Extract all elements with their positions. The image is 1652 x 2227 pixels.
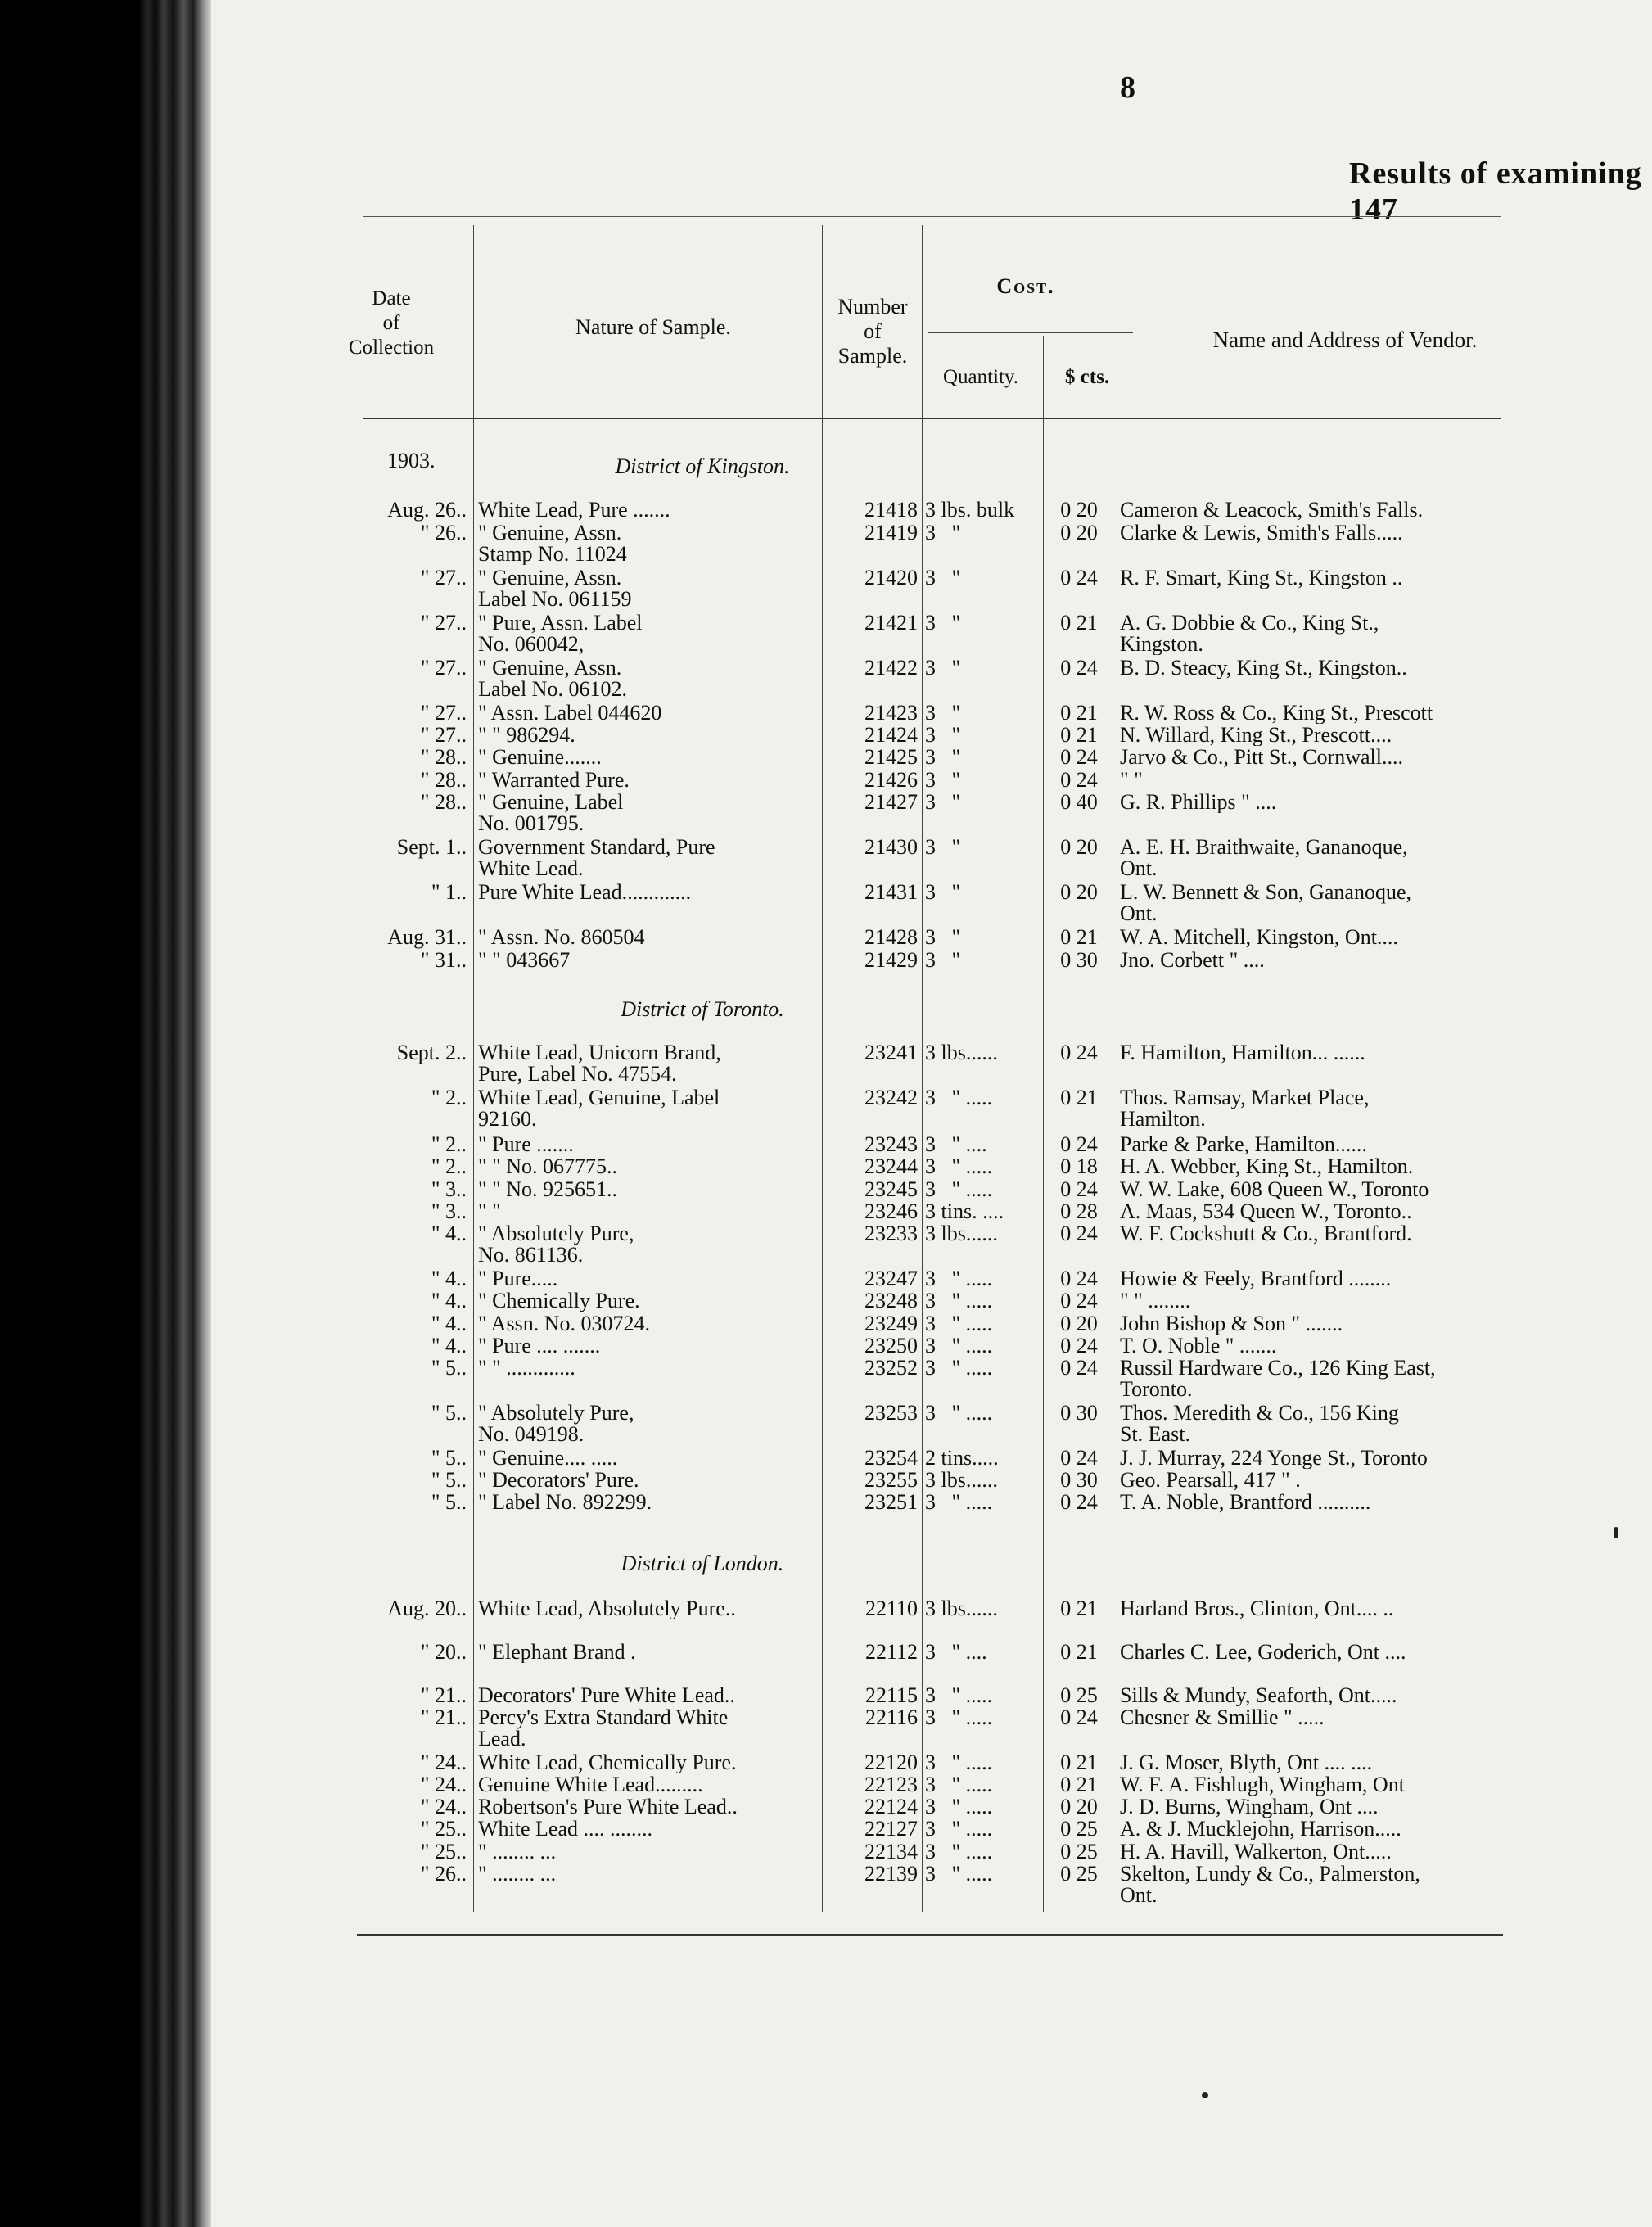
- sample-number-cell: 21426: [864, 768, 918, 792]
- vendor-cell: T. A. Noble, Brantford ..........: [1120, 1492, 1371, 1513]
- vendor-cell: Skelton, Lundy & Co., Palmerston, Ont.: [1120, 1863, 1420, 1906]
- vendor-cell: Cameron & Leacock, Smith's Falls.: [1120, 499, 1424, 521]
- quantity-cell: 3 " .....: [925, 1818, 993, 1840]
- price-cell: 0 20: [1060, 880, 1098, 904]
- quantity-cell: 3 " .....: [925, 1752, 993, 1773]
- nature-cell: " ........ ...: [478, 1863, 557, 1885]
- sample-number-cell: 23248: [864, 1289, 918, 1312]
- sample-number-cell: 22112: [864, 1640, 918, 1664]
- price-cell: 0 21: [1060, 701, 1098, 725]
- nature-cell: " Genuine.......: [478, 747, 602, 768]
- date-cell: " 5..: [431, 1446, 467, 1470]
- page-mark-dot: [1202, 2092, 1208, 2098]
- sample-number-cell: 23246: [864, 1199, 918, 1223]
- price-cell: 0 20: [1060, 1312, 1098, 1335]
- price-cell: 0 40: [1060, 790, 1098, 814]
- sample-number-cell: 21420: [864, 566, 918, 590]
- book-binding-edge: [0, 0, 211, 2227]
- cost-rule: [928, 332, 1133, 333]
- vendor-cell: J. D. Burns, Wingham, Ont ....: [1120, 1796, 1379, 1818]
- quantity-cell: 3 ": [925, 837, 961, 858]
- nature-cell: Decorators' Pure White Lead..: [478, 1685, 735, 1706]
- date-cell: Sept. 2..: [396, 1041, 467, 1064]
- date-cell: " 31..: [420, 948, 467, 972]
- date-cell: " 27..: [420, 701, 467, 725]
- vendor-cell: A. Maas, 534 Queen W., Toronto..: [1120, 1201, 1412, 1222]
- nature-cell: " Absolutely Pure, No. 861136.: [478, 1223, 634, 1266]
- nature-cell: " Pure.....: [478, 1268, 558, 1290]
- date-cell: " 5..: [431, 1401, 467, 1425]
- price-cell: 0 25: [1060, 1683, 1098, 1707]
- date-cell: " 27..: [420, 566, 467, 590]
- price-cell: 0 21: [1060, 1640, 1098, 1664]
- nature-cell: " Genuine, Assn. Label No. 061159: [478, 567, 632, 610]
- quantity-cell: 3 tins. ....: [925, 1201, 1004, 1222]
- price-cell: 0 24: [1060, 1446, 1098, 1470]
- vendor-cell: Harland Bros., Clinton, Ont.... ..: [1120, 1598, 1394, 1619]
- quantity-cell: 3 ": [925, 612, 961, 634]
- quantity-cell: 3 " .....: [925, 1796, 993, 1818]
- quantity-cell: 3 " .....: [925, 1313, 993, 1335]
- vendor-cell: G. R. Phillips " ....: [1120, 792, 1277, 813]
- vendor-cell: H. A. Havill, Walkerton, Ont.....: [1120, 1841, 1392, 1863]
- date-cell: Aug. 20..: [387, 1597, 467, 1620]
- vendor-cell: Clarke & Lewis, Smith's Falls.....: [1120, 522, 1403, 544]
- sample-number-cell: 21423: [864, 701, 918, 725]
- quantity-cell: 3 lbs......: [925, 1470, 998, 1491]
- quantity-cell: 3 " .....: [925, 1492, 993, 1513]
- sample-number-cell: 21421: [864, 611, 918, 635]
- sample-number-cell: 23249: [864, 1312, 918, 1335]
- quantity-cell: 3 ": [925, 522, 961, 544]
- nature-cell: Robertson's Pure White Lead..: [478, 1796, 738, 1818]
- date-cell: " 21..: [420, 1705, 467, 1729]
- price-cell: 0 24: [1060, 1041, 1098, 1064]
- price-cell: 0 20: [1060, 498, 1098, 522]
- sample-number-cell: 23233: [864, 1222, 918, 1245]
- price-cell: 0 24: [1060, 745, 1098, 769]
- date-cell: " 3..: [431, 1199, 467, 1223]
- vendor-cell: F. Hamilton, Hamilton... ......: [1120, 1042, 1365, 1064]
- quantity-cell: 3 " .....: [925, 1774, 993, 1796]
- vendor-cell: W. F. A. Fishlugh, Wingham, Ont: [1120, 1774, 1405, 1796]
- nature-cell: " Assn. No. 860504: [478, 927, 645, 948]
- header-date: Date of Collection: [348, 287, 435, 359]
- nature-cell: Government Standard, Pure White Lead.: [478, 837, 715, 879]
- vendor-cell: N. Willard, King St., Prescott....: [1120, 725, 1392, 746]
- sample-number-cell: 22116: [864, 1705, 918, 1729]
- bottom-rule: [357, 1934, 1503, 1936]
- nature-cell: " Pure .... .......: [478, 1335, 601, 1357]
- quantity-cell: 3 " .....: [925, 1357, 993, 1379]
- quantity-cell: 3 ": [925, 770, 961, 791]
- vendor-cell: Russil Hardware Co., 126 King East, Toronto.: [1120, 1357, 1436, 1400]
- header-cost: Cost.: [996, 274, 1055, 298]
- price-cell: 0 24: [1060, 1289, 1098, 1312]
- nature-cell: " Label No. 892299.: [478, 1492, 652, 1513]
- date-cell: " 27..: [420, 611, 467, 635]
- vendor-cell: L. W. Bennett & Son, Gananoque, Ont.: [1120, 882, 1412, 924]
- quantity-cell: 3 " .....: [925, 1685, 993, 1706]
- date-cell: " 26..: [420, 521, 467, 544]
- sample-number-cell: 21428: [864, 925, 918, 949]
- sample-number-cell: 21430: [864, 835, 918, 859]
- nature-cell: Percy's Extra Standard White Lead.: [478, 1707, 729, 1750]
- header-vendor: Name and Address of Vendor.: [1212, 328, 1478, 352]
- quantity-cell: 3 " ....: [925, 1134, 987, 1155]
- date-cell: Sept. 1..: [396, 835, 467, 859]
- nature-cell: White Lead, Unicorn Brand, Pure, Label No. 47554.: [478, 1042, 721, 1085]
- sample-number-cell: 21424: [864, 723, 918, 747]
- date-cell: " 1..: [431, 880, 467, 904]
- price-cell: 0 30: [1060, 1401, 1098, 1425]
- sample-number-cell: 21425: [864, 745, 918, 769]
- nature-cell: " " 043667: [478, 950, 571, 971]
- quantity-cell: 3 " .....: [925, 1403, 993, 1424]
- price-cell: 0 21: [1060, 611, 1098, 635]
- vendor-cell: R. F. Smart, King St., Kingston ..: [1120, 567, 1403, 589]
- quantity-cell: 3 " ....: [925, 1642, 987, 1663]
- price-cell: 0 24: [1060, 656, 1098, 680]
- nature-cell: " ........ ...: [478, 1841, 557, 1863]
- quantity-cell: 3 lbs......: [925, 1042, 998, 1064]
- date-cell: " 25..: [420, 1817, 467, 1841]
- vendor-cell: W. F. Cockshutt & Co., Brantford.: [1120, 1223, 1412, 1244]
- nature-cell: White Lead, Genuine, Label 92160.: [478, 1087, 720, 1130]
- date-cell: " 3..: [431, 1177, 467, 1201]
- nature-cell: " " No. 067775..: [478, 1156, 618, 1177]
- price-cell: 0 24: [1060, 1222, 1098, 1245]
- header-dollars: $ cts.: [1064, 366, 1110, 388]
- quantity-cell: 3 ": [925, 950, 961, 971]
- vendor-cell: Geo. Pearsall, 417 " .: [1120, 1470, 1301, 1491]
- vendor-cell: Thos. Meredith & Co., 156 King St. East.: [1120, 1403, 1399, 1445]
- nature-cell: " Assn. Label 044620: [478, 702, 662, 724]
- date-cell: " 28..: [420, 768, 467, 792]
- quantity-cell: 3 lbs......: [925, 1223, 998, 1244]
- header-nature: Nature of Sample.: [575, 315, 731, 339]
- date-cell: " 5..: [431, 1468, 467, 1492]
- vendor-cell: Parke & Parke, Hamilton......: [1120, 1134, 1367, 1155]
- sample-number-cell: 23253: [864, 1401, 918, 1425]
- price-cell: 0 24: [1060, 566, 1098, 590]
- vendor-cell: Thos. Ramsay, Market Place, Hamilton.: [1120, 1087, 1370, 1130]
- quantity-cell: 3 " .....: [925, 1156, 993, 1177]
- quantity-cell: 3 ": [925, 702, 961, 724]
- price-cell: 0 21: [1060, 925, 1098, 949]
- vendor-cell: A. & J. Mucklejohn, Harrison.....: [1120, 1818, 1401, 1840]
- sample-number-cell: 22120: [864, 1750, 918, 1774]
- date-cell: " 24..: [420, 1773, 467, 1796]
- price-cell: 0 24: [1060, 1334, 1098, 1357]
- price-cell: 0 30: [1060, 1468, 1098, 1492]
- price-cell: 0 24: [1060, 1490, 1098, 1514]
- vendor-cell: W. A. Mitchell, Kingston, Ont....: [1120, 927, 1398, 948]
- price-cell: 0 24: [1060, 1267, 1098, 1290]
- date-cell: " 5..: [431, 1356, 467, 1380]
- vendor-cell: R. W. Ross & Co., King St., Prescott: [1120, 702, 1433, 724]
- quantity-cell: 3 " .....: [925, 1268, 993, 1290]
- sample-number-cell: 23241: [864, 1041, 918, 1064]
- vendor-cell: H. A. Webber, King St., Hamilton.: [1120, 1156, 1414, 1177]
- date-cell: " 2..: [431, 1154, 467, 1178]
- vendor-cell: J. J. Murray, 224 Yonge St., Toronto: [1120, 1448, 1428, 1469]
- sample-number-cell: 22123: [864, 1773, 918, 1796]
- sample-number-cell: 21418: [864, 498, 918, 522]
- date-cell: " 2..: [431, 1086, 467, 1109]
- document-page: [211, 0, 1652, 2227]
- price-cell: 0 24: [1060, 1132, 1098, 1156]
- top-rule: [363, 215, 1501, 217]
- nature-cell: White Lead, Absolutely Pure..: [478, 1598, 736, 1619]
- price-cell: 0 21: [1060, 723, 1098, 747]
- quantity-cell: 3 ": [925, 725, 961, 746]
- sample-number-cell: 21427: [864, 790, 918, 814]
- price-cell: 0 21: [1060, 1086, 1098, 1109]
- quantity-cell: 3 lbs......: [925, 1598, 998, 1619]
- sample-number-cell: 22115: [864, 1683, 918, 1707]
- vendor-cell: Chesner & Smillie " .....: [1120, 1707, 1325, 1728]
- vendor-cell: " ": [1120, 770, 1143, 791]
- sample-number-cell: 22110: [864, 1597, 918, 1620]
- price-cell: 0 21: [1060, 1597, 1098, 1620]
- sample-number-cell: 23244: [864, 1154, 918, 1178]
- price-cell: 0 24: [1060, 1356, 1098, 1380]
- sample-number-cell: 23254: [864, 1446, 918, 1470]
- district-heading: District of Kingston.: [615, 454, 790, 478]
- nature-cell: " Genuine, Label No. 001795.: [478, 792, 624, 834]
- price-cell: 0 20: [1060, 521, 1098, 544]
- nature-cell: " Decorators' Pure.: [478, 1470, 639, 1491]
- price-cell: 0 20: [1060, 1795, 1098, 1818]
- quantity-cell: 3 ": [925, 792, 961, 813]
- quantity-cell: 3 " .....: [925, 1179, 993, 1200]
- vendor-cell: T. O. Noble " .......: [1120, 1335, 1277, 1357]
- nature-cell: " ": [478, 1201, 501, 1222]
- sample-number-cell: 21429: [864, 948, 918, 972]
- price-cell: 0 24: [1060, 768, 1098, 792]
- date-cell: Aug. 31..: [387, 925, 467, 949]
- nature-cell: White Lead .... ........: [478, 1818, 652, 1840]
- date-cell: " 26..: [420, 1862, 467, 1886]
- sample-number-cell: 23255: [864, 1468, 918, 1492]
- sample-number-cell: 23250: [864, 1334, 918, 1357]
- nature-cell: " " No. 925651..: [478, 1179, 618, 1200]
- price-cell: 0 20: [1060, 835, 1098, 859]
- price-cell: 0 24: [1060, 1705, 1098, 1729]
- nature-cell: " Genuine, Assn. Stamp No. 11024: [478, 522, 627, 565]
- nature-cell: White Lead, Chemically Pure.: [478, 1752, 737, 1773]
- nature-cell: " " .............: [478, 1357, 575, 1379]
- price-cell: 0 18: [1060, 1154, 1098, 1178]
- edge-mark: [1614, 1527, 1618, 1538]
- price-cell: 0 24: [1060, 1177, 1098, 1201]
- sample-number-cell: 21419: [864, 521, 918, 544]
- nature-cell: " Pure .......: [478, 1134, 574, 1155]
- year-label: 1903.: [387, 449, 436, 472]
- nature-cell: " Absolutely Pure, No. 049198.: [478, 1403, 634, 1445]
- sample-number-cell: 22134: [864, 1840, 918, 1863]
- date-cell: " 4..: [431, 1334, 467, 1357]
- sample-number-cell: 22127: [864, 1817, 918, 1841]
- header-quantity: Quantity.: [942, 366, 1019, 388]
- nature-cell: Pure White Lead.............: [478, 882, 692, 903]
- col-rule-3: [922, 225, 923, 1912]
- header-number: Number of Sample.: [837, 295, 908, 368]
- date-cell: " 4..: [431, 1289, 467, 1312]
- price-cell: 0 28: [1060, 1199, 1098, 1223]
- district-heading: District of London.: [621, 1552, 784, 1575]
- date-cell: Aug. 26..: [387, 498, 467, 522]
- nature-cell: " Chemically Pure.: [478, 1290, 640, 1312]
- date-cell: " 4..: [431, 1267, 467, 1290]
- vendor-cell: Jno. Corbett " ....: [1120, 950, 1265, 971]
- nature-cell: " Genuine.... .....: [478, 1448, 618, 1469]
- date-cell: " 25..: [420, 1840, 467, 1863]
- district-heading: District of Toronto.: [621, 997, 784, 1021]
- price-cell: 0 30: [1060, 948, 1098, 972]
- nature-cell: " Genuine, Assn. Label No. 06102.: [478, 657, 627, 700]
- date-cell: " 27..: [420, 656, 467, 680]
- quantity-cell: 3 ": [925, 927, 961, 948]
- sample-number-cell: 23242: [864, 1086, 918, 1109]
- date-cell: " 21..: [420, 1683, 467, 1707]
- nature-cell: " Warranted Pure.: [478, 770, 630, 791]
- quantity-cell: 3 " .....: [925, 1863, 993, 1885]
- sample-number-cell: 21431: [864, 880, 918, 904]
- price-cell: 0 21: [1060, 1750, 1098, 1774]
- sample-number-cell: 23251: [864, 1490, 918, 1514]
- sample-number-cell: 21422: [864, 656, 918, 680]
- vendor-cell: John Bishop & Son " .......: [1120, 1313, 1343, 1335]
- nature-cell: White Lead, Pure .......: [478, 499, 670, 521]
- date-cell: " 4..: [431, 1222, 467, 1245]
- price-cell: 0 21: [1060, 1773, 1098, 1796]
- sample-number-cell: 23245: [864, 1177, 918, 1201]
- sample-number-cell: 23243: [864, 1132, 918, 1156]
- date-cell: " 2..: [431, 1132, 467, 1156]
- date-cell: " 24..: [420, 1750, 467, 1774]
- date-cell: " 20..: [420, 1640, 467, 1664]
- vendor-cell: Sills & Mundy, Seaforth, Ont.....: [1120, 1685, 1397, 1706]
- date-cell: " 24..: [420, 1795, 467, 1818]
- price-cell: 0 25: [1060, 1817, 1098, 1841]
- vendor-cell: A. G. Dobbie & Co., King St., Kingston.: [1120, 612, 1379, 655]
- price-cell: 0 25: [1060, 1862, 1098, 1886]
- nature-cell: " Pure, Assn. Label No. 060042,: [478, 612, 643, 655]
- sample-number-cell: 23252: [864, 1356, 918, 1380]
- quantity-cell: 3 " .....: [925, 1707, 993, 1728]
- price-cell: 0 25: [1060, 1840, 1098, 1863]
- vendor-cell: A. E. H. Braithwaite, Gananoque, Ont.: [1120, 837, 1408, 879]
- vendor-cell: Howie & Feely, Brantford ........: [1120, 1268, 1392, 1290]
- vendor-cell: B. D. Steacy, King St., Kingston..: [1120, 657, 1407, 679]
- quantity-cell: 2 tins.....: [925, 1448, 999, 1469]
- quantity-cell: 3 ": [925, 567, 961, 589]
- nature-cell: " Assn. No. 030724.: [478, 1313, 650, 1335]
- quantity-cell: 3 ": [925, 882, 961, 903]
- quantity-cell: 3 " .....: [925, 1841, 993, 1863]
- sample-number-cell: 22139: [864, 1862, 918, 1886]
- date-cell: " 28..: [420, 790, 467, 814]
- quantity-cell: 3 ": [925, 747, 961, 768]
- running-head: Results of examining 147: [1349, 156, 1642, 227]
- date-cell: " 4..: [431, 1312, 467, 1335]
- vendor-cell: W. W. Lake, 608 Queen W., Toronto: [1120, 1179, 1429, 1200]
- quantity-cell: 3 ": [925, 657, 961, 679]
- date-cell: " 28..: [420, 745, 467, 769]
- vendor-cell: Charles C. Lee, Goderich, Ont ....: [1120, 1642, 1406, 1663]
- nature-cell: " " 986294.: [478, 725, 575, 746]
- date-cell: " 27..: [420, 723, 467, 747]
- sample-number-cell: 22124: [864, 1795, 918, 1818]
- quantity-cell: 3 " .....: [925, 1290, 993, 1312]
- quantity-cell: 3 " .....: [925, 1087, 993, 1109]
- nature-cell: " Elephant Brand .: [478, 1642, 636, 1663]
- col-rule-1: [473, 225, 474, 1912]
- sample-number-cell: 23247: [864, 1267, 918, 1290]
- quantity-cell: 3 lbs. bulk: [925, 499, 1015, 521]
- date-cell: " 5..: [431, 1490, 467, 1514]
- header-bottom-rule: [363, 418, 1501, 419]
- quantity-cell: 3 " .....: [925, 1335, 993, 1357]
- vendor-cell: Jarvo & Co., Pitt St., Cornwall....: [1120, 747, 1403, 768]
- vendor-cell: J. G. Moser, Blyth, Ont .... ....: [1120, 1752, 1373, 1773]
- page-number: 8: [1120, 70, 1135, 105]
- vendor-cell: " " ........: [1120, 1290, 1191, 1312]
- nature-cell: Genuine White Lead.........: [478, 1774, 703, 1796]
